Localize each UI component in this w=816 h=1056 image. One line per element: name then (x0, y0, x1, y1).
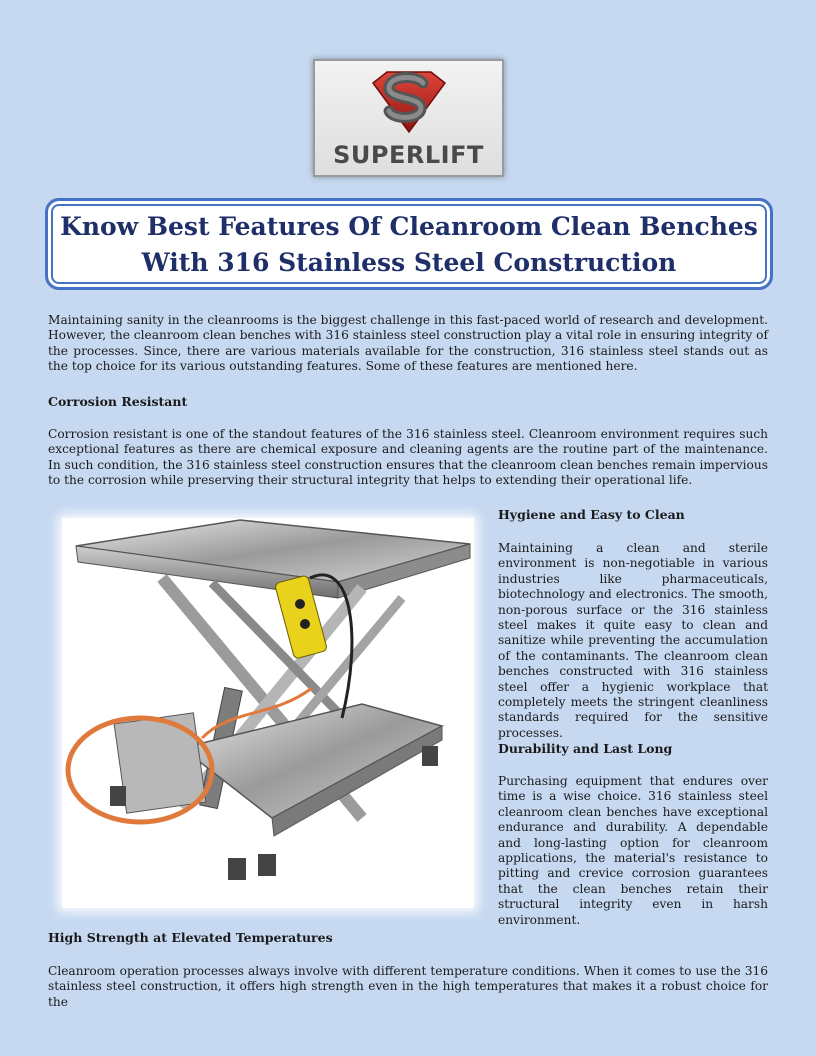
page-title (58, 209, 760, 281)
durability-paragraph: Purchasing equipment that endures over time is a wise choice. 316 stainless steel cleanroom clean benches have exceptional endurance and durability. A dependable and long-lasting option for cleanroom applications, the material's resistance to pitting and crevice corrosion guarantees that the clean benches retain their structural integrity even in harsh environment. (498, 774, 768, 927)
durability-heading: Durability and Last Long (498, 741, 673, 756)
company-logo (313, 59, 504, 177)
scissor-lift-photo (62, 518, 474, 908)
superlift-shield-icon (367, 69, 451, 135)
title-line-2: With 316 Stainless Steel Construction (141, 248, 677, 277)
hygiene-heading: Hygiene and Easy to Clean (498, 507, 685, 522)
hygiene-paragraph: Maintaining a clean and sterile environment is non-negotiable in various industries like pharmaceuticals, biotechnology and electronics. The smooth, non-porous surface or the 316 stainless steel makes it quite easy to clean and sanitize while preventing the accumulation of the contaminants. The cleanroom clean benches constructed with 316 stainless steel offer a hygienic workplace that completely meets the stringent cleanliness standards required for the sensitive processes. (498, 541, 768, 740)
logo-brand-text: SUPERLIFT (333, 141, 484, 169)
intro-paragraph: Maintaining sanity in the cleanrooms is the biggest challenge in this fast-paced world of research and development. However, the cleanroom clean benches with 316 stainless steel construction play a vital role in ensuring integrity of the processes. Since, there are various materials available for the construction, 316 stainless steel stands out as the top choice for its various outstanding features. Some of these features are mentioned here. (48, 313, 768, 374)
scissor-lift-illustration (62, 518, 474, 908)
title-banner (45, 198, 773, 290)
corrosion-paragraph: Corrosion resistant is one of the standout features of the 316 stainless steel. Cleanroom environment requires such exceptional features as there are chemical exposure and cleaning agents are the routine part of the maintenance. In such condition, the 316 stainless steel construction ensures that the cleanroom clean benches remain impervious to the corrosion while preserving their structural integrity that helps to extending their operational life. (48, 427, 768, 488)
title-line-1: Know Best Features Of Cleanroom Clean Benches (60, 212, 758, 241)
corrosion-heading: Corrosion Resistant (48, 394, 188, 409)
strength-heading: High Strength at Elevated Temperatures (48, 930, 333, 945)
strength-paragraph: Cleanroom operation processes always involve with different temperature conditions. When it comes to use the 316 stainless steel construction, it offers high strength even in the high temperatures that makes it a robust choice for the (48, 964, 768, 1009)
